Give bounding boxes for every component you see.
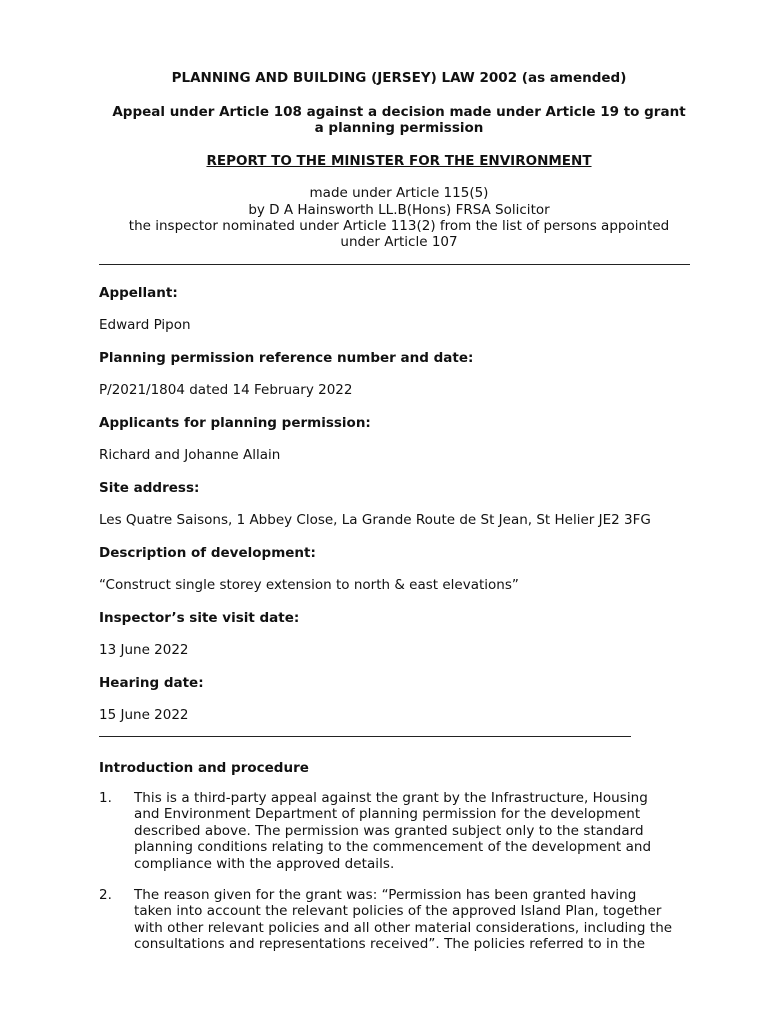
inspector-nomination-line-2: under Article 107: [340, 234, 458, 250]
paragraph-1-line: planning conditions relating to the commencement of the development and: [134, 839, 652, 856]
applicants-value: Richard and Johanne Allain: [99, 447, 281, 463]
applicants-label: Applicants for planning permission:: [99, 415, 371, 431]
header-divider: [99, 264, 690, 265]
paragraph-2-line: taken into account the relevant policies of the approved Island Plan, together: [134, 903, 662, 920]
inspector-byline: by D A Hainsworth LL.B(Hons) FRSA Solicitor: [248, 202, 550, 218]
report-title: REPORT TO THE MINISTER FOR THE ENVIRONMENT: [206, 153, 592, 169]
paragraph-2: [134, 887, 702, 953]
inspector-nomination-line-1: the inspector nominated under Article 113(2) from the list of persons appointed: [128, 218, 670, 234]
appellant-value: Edward Pipon: [99, 317, 191, 333]
paragraph-number-1: 1.: [99, 790, 112, 806]
reference-value: P/2021/1804 dated 14 February 2022: [99, 382, 353, 398]
made-under-line: made under Article 115(5): [309, 185, 489, 201]
site-address-label: Site address:: [99, 480, 200, 496]
site-visit-label: Inspector’s site visit date:: [99, 610, 300, 626]
paragraph-1-line: This is a third-party appeal against the grant by the Infrastructure, Housing: [134, 790, 648, 806]
details-divider: [99, 736, 631, 737]
paragraph-2-line: The reason given for the grant was: “Permission has been granted having: [134, 887, 637, 903]
hearing-date-value: 15 June 2022: [99, 707, 189, 723]
paragraph-1: [134, 790, 702, 872]
appeal-heading-line-2: a planning permission: [314, 120, 484, 136]
paragraph-1-line: described above. The permission was granted subject only to the standard: [134, 822, 644, 839]
paragraph-2-line: consultations and representations received”. The policies referred to in the: [134, 936, 646, 953]
law-title: PLANNING AND BUILDING (JERSEY) LAW 2002 (as amended): [171, 70, 627, 86]
appeal-heading-line-1: Appeal under Article 108 against a decision made under Article 19 to grant: [112, 104, 686, 120]
paragraph-1-line: compliance with the approved details.: [134, 855, 395, 872]
introduction-heading: Introduction and procedure: [99, 760, 309, 776]
paragraph-2-line: with other relevant policies and all other material considerations, including the: [134, 919, 673, 936]
reference-label: Planning permission reference number and date:: [99, 350, 474, 366]
paragraph-1-line: and Environment Department of planning permission for the development: [134, 806, 641, 823]
hearing-date-label: Hearing date:: [99, 675, 204, 691]
description-label: Description of development:: [99, 545, 316, 561]
site-visit-value: 13 June 2022: [99, 642, 189, 658]
paragraph-number-2: 2.: [99, 887, 112, 903]
appellant-label: Appellant:: [99, 285, 178, 301]
description-value: “Construct single storey extension to north & east elevations”: [99, 577, 519, 593]
site-address-value: Les Quatre Saisons, 1 Abbey Close, La Grande Route de St Jean, St Helier JE2 3FG: [99, 512, 651, 528]
